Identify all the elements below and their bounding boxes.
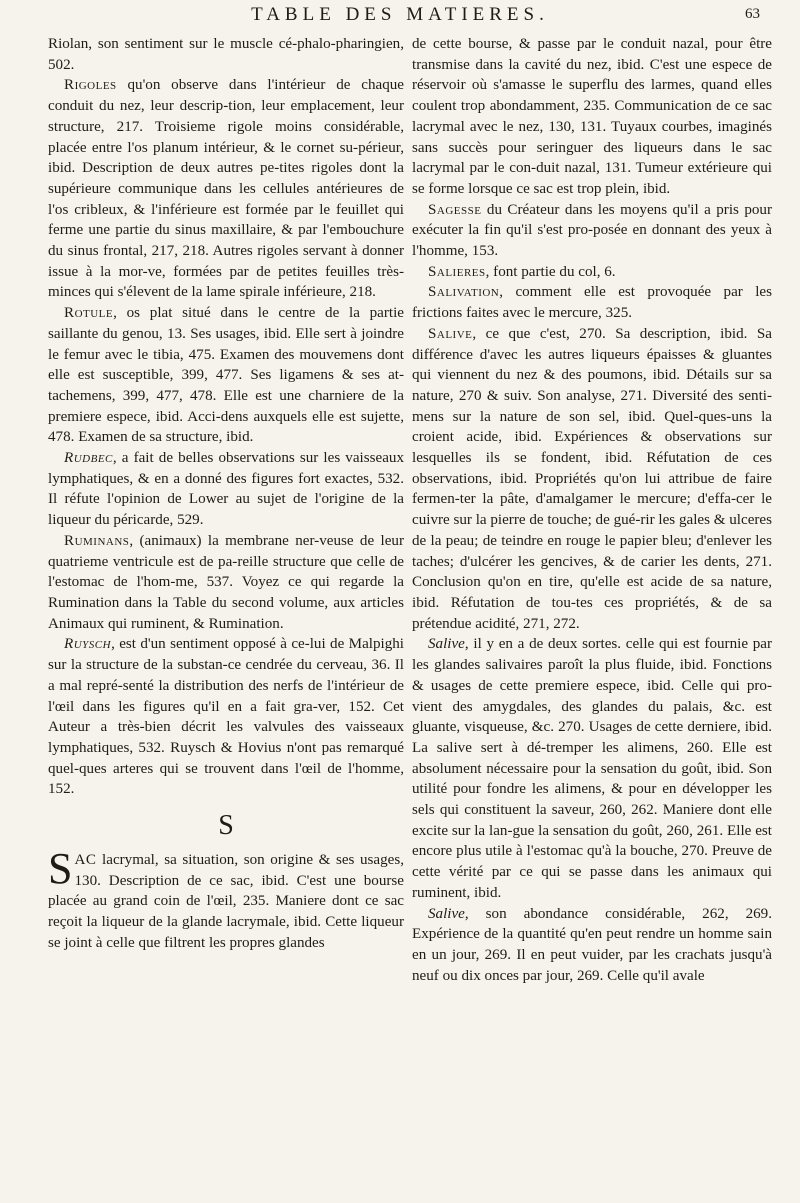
entry-head: Salive bbox=[428, 636, 465, 653]
entry-text: , ce que c'est, 270. Sa description, ibid. Sa différence d'avec les autres liqueurs épaisses & gluantes qui viennent du nez & des poumons, ibid. Détails sur sa nature, 270 & suiv. Son analyse, 271. Diversité des senti-mens sur la nature de son sel, ibid. Quel-ques-uns la croient acide, ibid. Expériences & observations sur lesquelles ils se fondent, ibid. Réfutation de ces observations, ibid. Propriétés qu'on lui attribue de faire fermen-ter la pâte, d'amalgamer le mercure; d'effa-cer le cuivre sur la pierre de touche; de gué-rir les gales & ulceres de la peau; de teindre en rouge le papier bleu; d'enlever les taches; d'ulcérer les gencives, & de carier les dents, 271. Conclusion qu'on en tire, qu'elle est acide de sa nature, ibid. Réfutation de tou-tes ces propriétés, & de sa prétendue acidité, 271, 272. bbox=[412, 325, 772, 632]
entry-text: , os plat situé dans le centre de la partie saillante du genou, 13. Ses usages, ibid. Elle sert à joindre le femur avec le tibia, 475. Examen des mouvemens dont elle est susceptible, 399, 477. Ses ligamens & ses at-tachemens, 399, 477, 478. Elle est une charniere de la premiere espece, ibid. Acci-dens auxquels elle est sujette, 478. Examen de sa structure, ibid. bbox=[48, 305, 404, 446]
page-number: 63 bbox=[745, 6, 760, 22]
drop-cap: S bbox=[48, 844, 73, 894]
entry-head: Salive bbox=[428, 325, 473, 342]
index-entry bbox=[48, 448, 404, 531]
running-header bbox=[0, 4, 800, 32]
entry-text: , son abondance considérable, 262, 269. Expérience de la quantité qu'en peut rendre un homme sain en un jour, 269. Il en peut vuider, par les crachats jusqu'à neuf ou dix onces par jour, 269. Celle qu'il avale bbox=[412, 905, 772, 984]
entry-text: , comment elle est provoquée par les frictions faites avec le mercure, 325. bbox=[412, 284, 772, 322]
right-column bbox=[412, 34, 772, 986]
entry-text: , font partie du col, 6. bbox=[485, 263, 616, 280]
entry-head: Salieres bbox=[428, 263, 486, 280]
entry-text: qu'on observe dans l'intérieur de chaque conduit du nez, leur descrip-tion, leur emplacement, leur structure, 217. Troisieme rigole moins considérable, placée entre l'os planum intérieur, & le cornet su-périeur, ibid. Description de deux autres pe-tites rigoles dont la supérieure communique dans les cellules antérieures de l'os cribleux, & l'inférieure est formée par le feuillet qui ferme une partie du sinus maxillaire, & par l'embouchure du sinus frontal, 217, 218. Autres rigoles servant à donner issue à la mor-ve, formées par de petites feuilles très-minces qui s'élevent de la lame spirale inférieure, 218. bbox=[48, 77, 404, 301]
entry-head: Rotule bbox=[64, 305, 114, 322]
entry-head: Rigoles bbox=[64, 77, 117, 94]
index-entry bbox=[412, 282, 772, 323]
entry-head: Sagesse bbox=[428, 201, 482, 218]
entry-text: du Créateur dans les moyens qu'il a pris pour exécuter la fin qu'il s'est pro-posée en donnant des yeux à l'homme, 153. bbox=[412, 201, 772, 260]
index-entry bbox=[412, 904, 772, 987]
section-letter: S bbox=[218, 810, 234, 842]
index-entry bbox=[412, 324, 772, 635]
index-entry bbox=[412, 200, 772, 262]
entry-text: , a fait de belles observations sur les vaisseaux lymphatiques, & en a donné des figures fort exactes, 532. Il réfute l'opinion de Lower au sujet de l'origine de la liqueur du péricarde, 529. bbox=[48, 450, 404, 529]
index-entry bbox=[48, 844, 404, 954]
entry-head: Salive bbox=[428, 905, 465, 922]
entry-head: Ruminans bbox=[64, 532, 130, 549]
entry-text: Riolan, son sentiment sur le muscle cé-phalo-pharingien, 502. bbox=[48, 36, 404, 73]
entry-head: Rudbec bbox=[64, 450, 113, 467]
index-entry bbox=[412, 262, 772, 283]
index-entry bbox=[412, 34, 772, 200]
header-title: TABLE DES MATIERES. bbox=[251, 4, 549, 25]
index-entry bbox=[48, 34, 404, 75]
entry-text: , est d'un sentiment opposé à ce-lui de Malpighi sur la structure de la substan-ce cendrée du cerveau, 36. Il a mal repré-senté la distribution des nerfs de l'intérieur de l'œil dans les figures qu'il en a fait gra-ver, 152. Cet Auteur a très-bien décrit les valvules des vaisseaux lymphatiques, 532. Ruysch & Hovius n'ont pas remarqué quel-ques arteres qui se trouvent dans l'œil de l'homme, 152. bbox=[48, 636, 404, 798]
entry-head: Salivation bbox=[428, 284, 500, 301]
entry-text: , il y en a de deux sortes. celle qui est fournie par les glandes salivaires paroît la plus fluide, ibid. Fonctions & usages de cette premiere espece, ibid. Celle qui pro-vient des amygdales, des glandes du palais, &c. est gluante, visqueuse, &c. 270. Usages de cette derniere, ibid. La salive sert à dé-tremper les alimens, 260. Elle est absolument nécessaire pour la sensation du goût, ibid. Son utilité pour fondre les alimens, & pour en développer les sels qui constituent la saveur, 260, 262. Maniere dont elle excite sur la lan-gue la sensation du goût, 260, 261. Elle est encore plus utile à l'estomac qu'à la bouche, 270. Preuve de cette vérité par ce qui se passe dans les animaux qui ruminent, ibid. bbox=[412, 636, 772, 901]
entry-text: de cette bourse, & passe par le conduit nazal, pour être transmise dans la cavité du nez, ibid. C'est une espece de réservoir où s'amasse le superflu des larmes, quand elles coulent trop abondamment, 235. Communication de ce sac lacrymal avec le nez, 130, 131. Tuyaux courbes, imaginés sans succès pour seringuer des liqueurs dans le sac lacrymal par le con-duit nazal, 131. Tumeur extérieure qui se forme lorsque ce sac est trop plein, ibid. bbox=[412, 36, 772, 197]
index-entry bbox=[48, 75, 404, 303]
index-entry bbox=[48, 634, 404, 800]
index-entry bbox=[48, 303, 404, 448]
entry-head: AC bbox=[74, 852, 97, 869]
entry-text: lacrymal, sa situation, son origine & ses usages, 130. Description de ce sac, ibid. C'est une bourse placée au grand coin de l'œil, 235. Maniere dont ce sac reçoit la liqueur de la glande lacrymale, ibid. Cette liqueur se joint à celle que filtrent les propres glandes bbox=[48, 852, 404, 951]
entry-text: , (animaux) la membrane ner-veuse de leur quatrieme ventricule est de pa-reille structure que celle de l'estomac de l'hom-me, 537. Voyez ce qui regarde la Rumination dans la Table du second volume, aux articles Animaux qui ruminent, & Rumination. bbox=[48, 532, 404, 632]
index-entry bbox=[48, 531, 404, 635]
index-entry bbox=[412, 634, 772, 903]
entry-head: Ruysch bbox=[64, 636, 112, 653]
left-column bbox=[48, 34, 404, 954]
